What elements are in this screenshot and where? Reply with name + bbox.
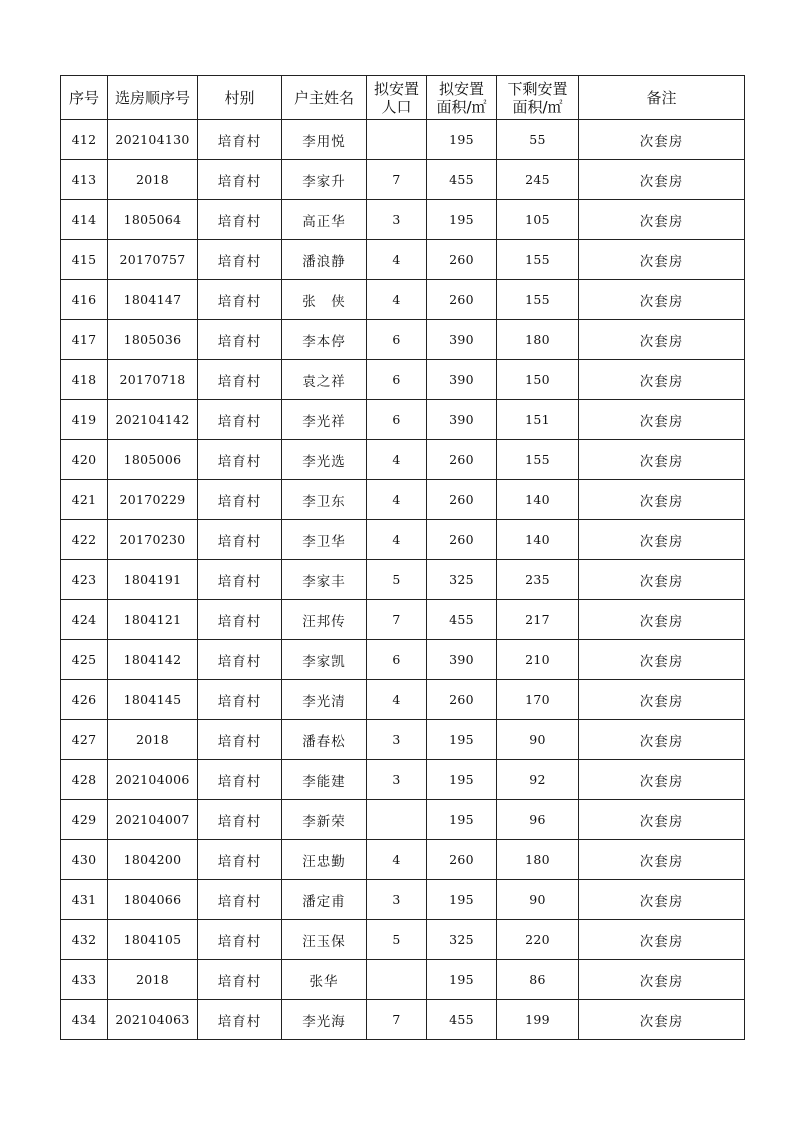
cell-remaining-area: 92 <box>497 760 579 800</box>
cell-planned-population: 3 <box>367 200 427 240</box>
cell-remaining-area: 151 <box>497 400 579 440</box>
cell-remaining-area: 170 <box>497 680 579 720</box>
table-row <box>61 800 745 840</box>
cell-planned-area: 260 <box>427 520 497 560</box>
table-row <box>61 360 745 400</box>
cell-selection-order: 1805006 <box>108 440 198 480</box>
cell-selection-order: 20170757 <box>108 240 198 280</box>
cell-village: 培育村 <box>198 960 282 1000</box>
cell-planned-population: 7 <box>367 1000 427 1040</box>
cell-seq: 415 <box>61 240 108 280</box>
cell-householder: 李卫华 <box>282 520 367 560</box>
cell-householder: 汪忠勤 <box>282 840 367 880</box>
cell-householder: 高正华 <box>282 200 367 240</box>
header-planned-area-line2: 面积/㎡ <box>436 97 487 116</box>
cell-householder: 张华 <box>282 960 367 1000</box>
cell-seq: 422 <box>61 520 108 560</box>
cell-selection-order: 202104063 <box>108 1000 198 1040</box>
cell-seq: 432 <box>61 920 108 960</box>
header-village: 村别 <box>198 76 282 120</box>
cell-remaining-area: 199 <box>497 1000 579 1040</box>
cell-householder: 李卫东 <box>282 480 367 520</box>
header-planned-population <box>367 76 427 120</box>
cell-seq: 425 <box>61 640 108 680</box>
cell-selection-order: 202104130 <box>108 120 198 160</box>
cell-householder: 汪邦传 <box>282 600 367 640</box>
cell-seq: 413 <box>61 160 108 200</box>
cell-selection-order: 2018 <box>108 720 198 760</box>
cell-remaining-area: 217 <box>497 600 579 640</box>
table-row <box>61 160 745 200</box>
cell-householder: 张 侠 <box>282 280 367 320</box>
cell-seq: 418 <box>61 360 108 400</box>
cell-village: 培育村 <box>198 1000 282 1040</box>
cell-remaining-area: 180 <box>497 840 579 880</box>
cell-remaining-area: 245 <box>497 160 579 200</box>
cell-planned-area: 195 <box>427 200 497 240</box>
table-row <box>61 240 745 280</box>
cell-remark: 次套房 <box>579 320 745 360</box>
cell-selection-order: 202104006 <box>108 760 198 800</box>
cell-planned-population: 6 <box>367 640 427 680</box>
cell-selection-order: 1804105 <box>108 920 198 960</box>
cell-planned-area: 325 <box>427 920 497 960</box>
cell-village: 培育村 <box>198 920 282 960</box>
cell-remark: 次套房 <box>579 160 745 200</box>
cell-selection-order: 20170229 <box>108 480 198 520</box>
header-remaining-area <box>497 76 579 120</box>
cell-selection-order: 202104142 <box>108 400 198 440</box>
cell-remaining-area: 155 <box>497 440 579 480</box>
cell-village: 培育村 <box>198 640 282 680</box>
cell-planned-population: 5 <box>367 560 427 600</box>
cell-householder: 李光海 <box>282 1000 367 1040</box>
cell-planned-area: 325 <box>427 560 497 600</box>
cell-remark: 次套房 <box>579 120 745 160</box>
cell-planned-area: 260 <box>427 680 497 720</box>
cell-householder: 潘春松 <box>282 720 367 760</box>
cell-seq: 434 <box>61 1000 108 1040</box>
cell-householder: 袁之祥 <box>282 360 367 400</box>
cell-planned-population: 4 <box>367 680 427 720</box>
cell-seq: 423 <box>61 560 108 600</box>
header-planned-population-line2: 人口 <box>381 97 412 116</box>
cell-planned-area: 455 <box>427 600 497 640</box>
cell-village: 培育村 <box>198 560 282 600</box>
cell-selection-order: 2018 <box>108 160 198 200</box>
cell-remaining-area: 96 <box>497 800 579 840</box>
cell-village: 培育村 <box>198 680 282 720</box>
cell-selection-order: 1804066 <box>108 880 198 920</box>
cell-planned-population <box>367 960 427 1000</box>
cell-selection-order: 1804145 <box>108 680 198 720</box>
cell-planned-area: 195 <box>427 800 497 840</box>
cell-village: 培育村 <box>198 440 282 480</box>
cell-seq: 426 <box>61 680 108 720</box>
cell-planned-area: 390 <box>427 640 497 680</box>
cell-village: 培育村 <box>198 320 282 360</box>
cell-seq: 416 <box>61 280 108 320</box>
cell-remark: 次套房 <box>579 720 745 760</box>
cell-householder: 潘定甫 <box>282 880 367 920</box>
table-row <box>61 120 745 160</box>
cell-householder: 李光选 <box>282 440 367 480</box>
cell-selection-order: 1804121 <box>108 600 198 640</box>
cell-remaining-area: 235 <box>497 560 579 600</box>
cell-remark: 次套房 <box>579 240 745 280</box>
cell-planned-area: 260 <box>427 480 497 520</box>
cell-remark: 次套房 <box>579 1000 745 1040</box>
cell-remark: 次套房 <box>579 640 745 680</box>
cell-selection-order: 1804200 <box>108 840 198 880</box>
cell-planned-population: 3 <box>367 880 427 920</box>
cell-selection-order: 2018 <box>108 960 198 1000</box>
table-row <box>61 640 745 680</box>
table-row <box>61 440 745 480</box>
cell-village: 培育村 <box>198 240 282 280</box>
cell-planned-area: 455 <box>427 1000 497 1040</box>
header-seq: 序号 <box>61 76 108 120</box>
header-row <box>61 76 745 120</box>
header-selection-order: 选房顺序号 <box>108 76 198 120</box>
table-row <box>61 960 745 1000</box>
cell-seq: 429 <box>61 800 108 840</box>
header-planned-population-line1: 拟安置 <box>373 79 419 98</box>
cell-planned-area: 260 <box>427 240 497 280</box>
cell-planned-population: 4 <box>367 520 427 560</box>
cell-remaining-area: 220 <box>497 920 579 960</box>
table-row <box>61 400 745 440</box>
cell-remaining-area: 155 <box>497 280 579 320</box>
cell-remark: 次套房 <box>579 440 745 480</box>
table-row <box>61 880 745 920</box>
cell-planned-area: 195 <box>427 720 497 760</box>
cell-planned-area: 390 <box>427 320 497 360</box>
cell-seq: 419 <box>61 400 108 440</box>
cell-planned-population: 3 <box>367 720 427 760</box>
header-planned-area <box>427 76 497 120</box>
cell-planned-population: 5 <box>367 920 427 960</box>
table-row <box>61 520 745 560</box>
cell-remaining-area: 105 <box>497 200 579 240</box>
cell-householder: 李光祥 <box>282 400 367 440</box>
cell-remark: 次套房 <box>579 680 745 720</box>
cell-householder: 李新荣 <box>282 800 367 840</box>
cell-planned-area: 195 <box>427 120 497 160</box>
cell-planned-population: 6 <box>367 360 427 400</box>
cell-planned-population: 4 <box>367 440 427 480</box>
cell-seq: 421 <box>61 480 108 520</box>
table-row <box>61 720 745 760</box>
cell-selection-order: 20170718 <box>108 360 198 400</box>
cell-planned-population: 7 <box>367 600 427 640</box>
cell-remaining-area: 140 <box>497 520 579 560</box>
cell-village: 培育村 <box>198 880 282 920</box>
cell-householder: 李本停 <box>282 320 367 360</box>
cell-householder: 李家升 <box>282 160 367 200</box>
cell-planned-population <box>367 800 427 840</box>
cell-seq: 417 <box>61 320 108 360</box>
cell-remark: 次套房 <box>579 400 745 440</box>
cell-planned-population: 4 <box>367 240 427 280</box>
cell-remark: 次套房 <box>579 560 745 600</box>
cell-remark: 次套房 <box>579 880 745 920</box>
cell-village: 培育村 <box>198 840 282 880</box>
cell-planned-population: 4 <box>367 480 427 520</box>
table-row <box>61 280 745 320</box>
cell-seq: 427 <box>61 720 108 760</box>
cell-remark: 次套房 <box>579 840 745 880</box>
cell-seq: 414 <box>61 200 108 240</box>
cell-planned-population: 6 <box>367 400 427 440</box>
cell-remark: 次套房 <box>579 800 745 840</box>
cell-remaining-area: 140 <box>497 480 579 520</box>
cell-householder: 李光清 <box>282 680 367 720</box>
table-body <box>61 120 745 1040</box>
cell-planned-population: 7 <box>367 160 427 200</box>
cell-selection-order: 1804191 <box>108 560 198 600</box>
table-row <box>61 760 745 800</box>
cell-remark: 次套房 <box>579 360 745 400</box>
table-row <box>61 680 745 720</box>
cell-remaining-area: 86 <box>497 960 579 1000</box>
table-row <box>61 320 745 360</box>
cell-planned-area: 195 <box>427 760 497 800</box>
cell-seq: 424 <box>61 600 108 640</box>
cell-planned-population: 3 <box>367 760 427 800</box>
cell-seq: 428 <box>61 760 108 800</box>
cell-householder: 汪玉保 <box>282 920 367 960</box>
cell-remaining-area: 155 <box>497 240 579 280</box>
cell-village: 培育村 <box>198 600 282 640</box>
cell-remark: 次套房 <box>579 920 745 960</box>
cell-village: 培育村 <box>198 200 282 240</box>
cell-village: 培育村 <box>198 160 282 200</box>
cell-village: 培育村 <box>198 480 282 520</box>
cell-remaining-area: 210 <box>497 640 579 680</box>
cell-selection-order: 20170230 <box>108 520 198 560</box>
cell-planned-area: 455 <box>427 160 497 200</box>
cell-householder: 李用悦 <box>282 120 367 160</box>
cell-village: 培育村 <box>198 720 282 760</box>
cell-remark: 次套房 <box>579 200 745 240</box>
cell-householder: 李家丰 <box>282 560 367 600</box>
cell-planned-area: 260 <box>427 440 497 480</box>
table-row <box>61 1000 745 1040</box>
cell-planned-area: 260 <box>427 840 497 880</box>
cell-selection-order: 1804142 <box>108 640 198 680</box>
cell-selection-order: 1805064 <box>108 200 198 240</box>
cell-planned-area: 195 <box>427 960 497 1000</box>
table-row <box>61 840 745 880</box>
cell-householder: 李能建 <box>282 760 367 800</box>
resettlement-sheet <box>60 75 744 1040</box>
resettlement-table <box>60 75 745 1040</box>
cell-planned-area: 260 <box>427 280 497 320</box>
cell-remaining-area: 55 <box>497 120 579 160</box>
header-remaining-area-line1: 下剩安置 <box>507 79 568 98</box>
header-remark: 备注 <box>579 76 745 120</box>
cell-village: 培育村 <box>198 520 282 560</box>
cell-planned-population: 4 <box>367 280 427 320</box>
table-row <box>61 920 745 960</box>
header-planned-area-line1: 拟安置 <box>438 79 484 98</box>
table-header <box>61 76 745 120</box>
cell-householder: 潘浪静 <box>282 240 367 280</box>
cell-selection-order: 1805036 <box>108 320 198 360</box>
cell-householder: 李家凯 <box>282 640 367 680</box>
cell-selection-order: 202104007 <box>108 800 198 840</box>
cell-remaining-area: 90 <box>497 720 579 760</box>
cell-remark: 次套房 <box>579 480 745 520</box>
cell-planned-area: 390 <box>427 360 497 400</box>
header-householder: 户主姓名 <box>282 76 367 120</box>
cell-planned-population: 6 <box>367 320 427 360</box>
cell-village: 培育村 <box>198 800 282 840</box>
cell-planned-area: 195 <box>427 880 497 920</box>
cell-remark: 次套房 <box>579 600 745 640</box>
cell-planned-population: 4 <box>367 840 427 880</box>
cell-remaining-area: 150 <box>497 360 579 400</box>
table-row <box>61 480 745 520</box>
cell-seq: 420 <box>61 440 108 480</box>
cell-village: 培育村 <box>198 280 282 320</box>
cell-remark: 次套房 <box>579 280 745 320</box>
cell-remark: 次套房 <box>579 520 745 560</box>
cell-remaining-area: 90 <box>497 880 579 920</box>
table-row <box>61 560 745 600</box>
cell-seq: 430 <box>61 840 108 880</box>
table-row <box>61 600 745 640</box>
cell-remark: 次套房 <box>579 960 745 1000</box>
cell-village: 培育村 <box>198 400 282 440</box>
cell-remark: 次套房 <box>579 760 745 800</box>
cell-planned-area: 390 <box>427 400 497 440</box>
cell-seq: 412 <box>61 120 108 160</box>
cell-remaining-area: 180 <box>497 320 579 360</box>
cell-seq: 433 <box>61 960 108 1000</box>
cell-village: 培育村 <box>198 760 282 800</box>
table-row <box>61 200 745 240</box>
cell-selection-order: 1804147 <box>108 280 198 320</box>
cell-village: 培育村 <box>198 120 282 160</box>
cell-planned-population <box>367 120 427 160</box>
header-remaining-area-line2: 面积/㎡ <box>512 97 563 116</box>
cell-village: 培育村 <box>198 360 282 400</box>
cell-seq: 431 <box>61 880 108 920</box>
